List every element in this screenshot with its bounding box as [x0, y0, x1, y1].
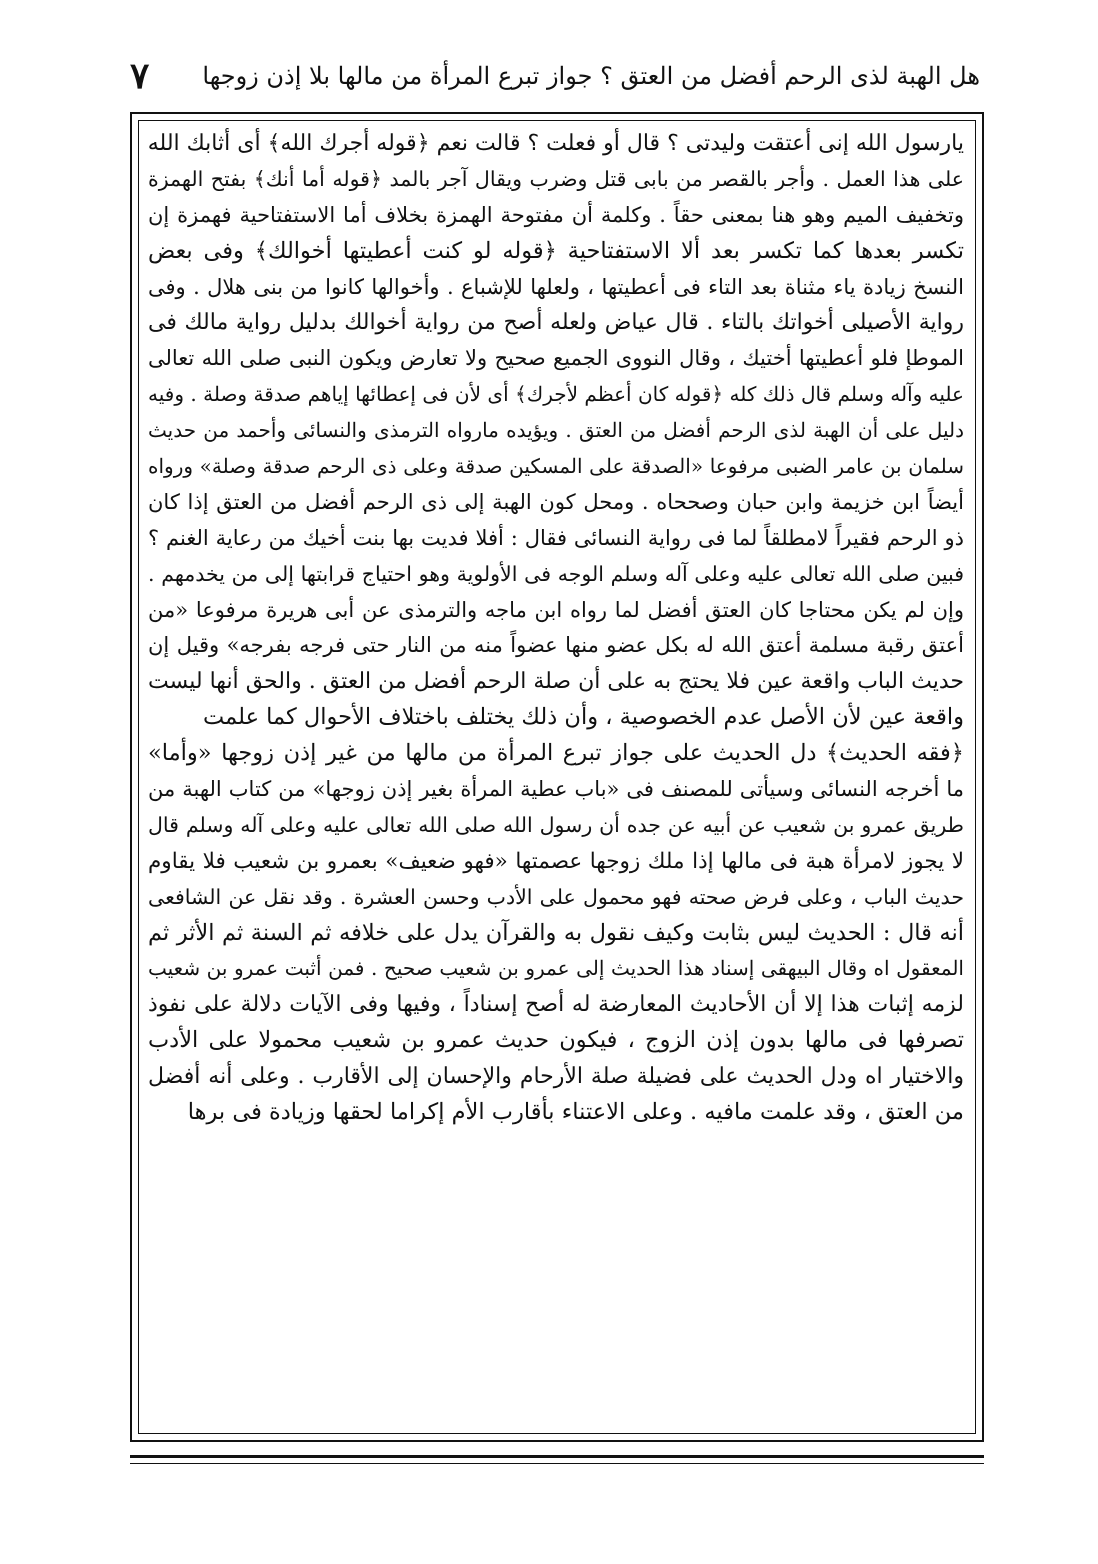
- text-line: من العتق ، وقد علمت مافيه . وعلى الاعتناء بأقارب الأم إكراما لحقها وزيادة فى برها: [187, 1099, 964, 1126]
- text-line: أعتق رقبة مسلمة أعتق الله له بكل عضو منها عضواً منه من النار حتى فرجه بفرجه» وقيل إن: [148, 633, 964, 658]
- bottom-rule-thin: [130, 1463, 984, 1464]
- text-line: أيضاً ابن خزيمة وابن حبان وصححاه . ومحل كون الهبة إلى ذى الرحم أفضل من العتق إذا كان: [148, 489, 964, 514]
- text-line: وإن لم يكن محتاجا كان العتق أفضل لما رواه ابن ماجه والترمذى عن أبى هريرة مرفوعا «من: [148, 597, 964, 622]
- text-line: على هذا العمل . وأجر بالقصر من بابى قتل وضرب ويقال آجر بالمد ﴿قوله أما أنك﴾ بفتح الهمزة: [148, 166, 964, 191]
- text-line: فبين صلى الله تعالى عليه وعلى آله وسلم الوجه فى الأولوية وهو احتياج قرابتها إلى من يخدمهم .: [148, 561, 964, 586]
- page-header: [130, 48, 980, 104]
- text-line: حديث الباب واقعة عين فلا يحتج به على أن صلة الرحم أفضل من العتق . والحق أنها ليست: [148, 669, 964, 695]
- text-line: لا يجوز لامرأة هبة فى مالها إذا ملك زوجها عصمتها «فهو ضعيف» بعمرو بن شعيب فلا يقاوم: [148, 848, 964, 874]
- text-line: حديث الباب ، وعلى فرض صحته فهو محمول على الأدب وحسن العشرة . وقد نقل عن الشافعى: [148, 884, 964, 909]
- text-line: سلمان بن عامر الضبى مرفوعا «الصدقة على المسكين صدقة وعلى ذى الرحم صدقة وصلة» ورواه: [148, 454, 964, 479]
- text-line: وتخفيف الميم وهو هنا بمعنى حقاً . وكلمة أن مفتوحة الهمزة بخلاف أما الاستفتاحية فهمزة إن: [148, 202, 964, 227]
- text-line: ذو الرحم فقيراً لامطلقاً لما فى رواية النسائى فقال : أفلا فديت بها بنت أخيك من رعاية الغنم ؟: [148, 525, 964, 550]
- bottom-rule-heavy: [130, 1455, 984, 1458]
- text-line: المعقول اه وقال البيهقى إسناد هذا الحديث إلى عمرو بن شعيب صحيح . فمن أثبت عمرو بن شعيب: [148, 956, 964, 981]
- text-line: عليه وآله وسلم قال ذلك كله ﴿قوله كان أعظم لأجرك﴾ أى لأن فى إعطائها إياهم صدقة وصلة . وفيه: [148, 382, 964, 407]
- text-line: رواية الأصيلى أخواتك بالتاء . قال عياض ولعله أصح من رواية أخوالك بدليل رواية مالك فى: [148, 310, 964, 336]
- page-number: ٧: [130, 55, 150, 97]
- text-line: والاختيار اه ودل الحديث على فضيلة صلة الأرحام والإحسان إلى الأقارب . وعلى أنه أفضل: [148, 1064, 964, 1090]
- text-body: [148, 126, 964, 1131]
- text-line: النسخ زيادة ياء مثناة بعد التاء فى أعطيتها ، ولعلها للإشباع . وأخوالها كانوا من بنى هلال . وفى: [148, 274, 964, 299]
- running-title: هل الهبة لذى الرحم أفضل من العتق ؟ جواز تبرع المرأة من مالها بلا إذن زوجها: [202, 62, 980, 90]
- text-line: أنه قال : الحديث ليس بثابت وكيف نقول به والقرآن يدل على خلافه ثم السنة ثم الأثر ثم: [148, 919, 964, 946]
- text-line: الموطإ فلو أعطيتها أختيك ، وقال النووى الجميع صحيح ولا تعارض ويكون النبى صلى الله تعالى: [148, 346, 964, 371]
- text-line: يارسول الله إنى أعتقت وليدتى ؟ قال أو فعلت ؟ قالت نعم ﴿قوله أجرك الله﴾ أى أثابك الله: [147, 131, 964, 156]
- text-line: ﴿فقه الحديث﴾ دل الحديث على جواز تبرع المرأة من مالها من غير إذن زوجها «وأما»: [148, 740, 964, 767]
- text-frame: [130, 112, 984, 1442]
- text-line: تكسر بعدها كما تكسر بعد ألا الاستفتاحية ﴿قوله لو كنت أعطيتها أخوالك﴾ وفى بعض: [148, 237, 964, 264]
- text-line: طريق عمرو بن شعيب عن أبيه عن جده أن رسول الله صلى الله تعالى عليه وعلى آله وسلم قال: [148, 812, 964, 837]
- text-line: تصرفها فى مالها بدون إذن الزوج ، فيكون حديث عمرو بن شعيب محمولا على الأدب: [148, 1027, 964, 1054]
- text-line: لزمه إثبات هذا إلا أن الأحاديث المعارضة له أصح إسناداً ، وفيها وفى الآيات دلالة على نفوذ: [148, 992, 964, 1018]
- text-line: دليل على أن الهبة لذى الرحم أفضل من العتق . ويؤيده مارواه الترمذى والنسائى وأحمد من حديث: [148, 418, 964, 443]
- text-line: ما أخرجه النسائى وسيأتى للمصنف فى «باب عطية المرأة بغير إذن زوجها» من كتاب الهبة من: [148, 777, 964, 802]
- text-line: واقعة عين لأن الأصل عدم الخصوصية ، وأن ذلك يختلف باختلاف الأحوال كما علمت: [203, 704, 964, 731]
